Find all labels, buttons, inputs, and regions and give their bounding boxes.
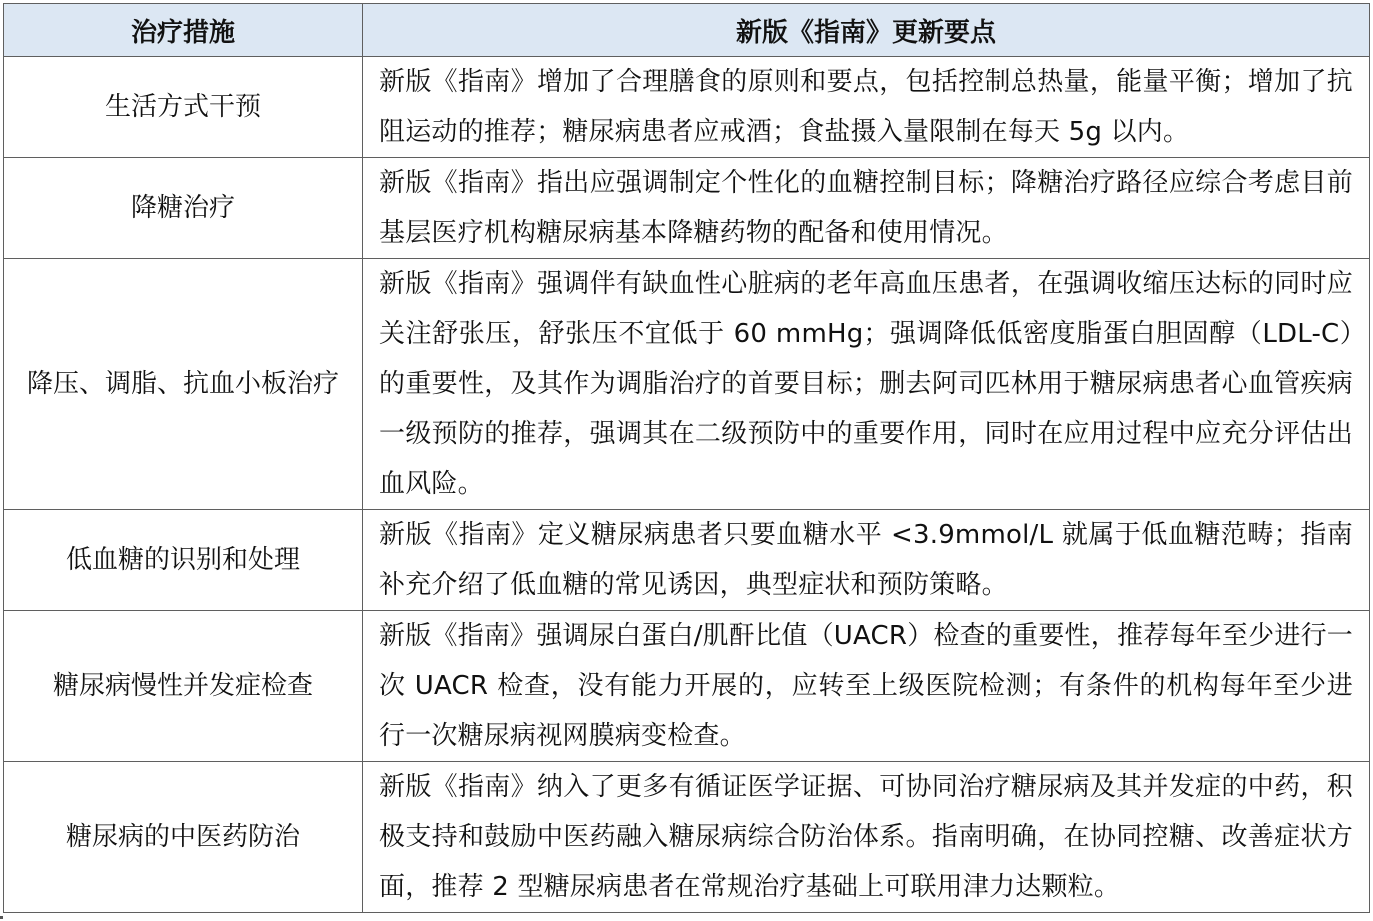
table-row <box>4 611 1370 762</box>
measure-cell: 低血糖的识别和处理 <box>4 510 363 611</box>
update-points-cell: 新版《指南》纳入了更多有循证医学证据、可协同治疗糖尿病及其并发症的中药，积极支持和鼓励中医药融入糖尿病综合防治体系。指南明确，在协同控糖、改善症状方面，推荐 2 型糖尿病患者在常规治疗基础上可联用津力达颗粒。 <box>363 762 1370 913</box>
measure-cell: 生活方式干预 <box>4 57 363 158</box>
update-points-cell: 新版《指南》增加了合理膳食的原则和要点，包括控制总热量，能量平衡；增加了抗阻运动的推荐；糖尿病患者应戒酒；食盐摄入量限制在每天 5g 以内。 <box>363 57 1370 158</box>
table-row <box>4 510 1370 611</box>
update-points-cell: 新版《指南》指出应强调制定个性化的血糖控制目标；降糖治疗路径应综合考虑目前基层医疗机构糖尿病基本降糖药物的配备和使用情况。 <box>363 158 1370 259</box>
measure-cell: 降压、调脂、抗血小板治疗 <box>4 259 363 510</box>
measure-cell: 糖尿病的中医药防治 <box>4 762 363 913</box>
table-row <box>4 57 1370 158</box>
table-body <box>4 57 1370 913</box>
update-points-cell: 新版《指南》强调伴有缺血性心脏病的老年高血压患者，在强调收缩压达标的同时应关注舒张压，舒张压不宜低于 60 mmHg；强调降低低密度脂蛋白胆固醇（LDL-C）的重要性，及其作为调脂治疗的首要目标；删去阿司匹林用于糖尿病患者心血管疾病一级预防的推荐，强调其在二级预防中的重要作用，同时在应用过程中应充分评估出血风险。 <box>363 259 1370 510</box>
measure-cell: 降糖治疗 <box>4 158 363 259</box>
table-row <box>4 158 1370 259</box>
header-measure: 治疗措施 <box>4 4 363 57</box>
update-points-cell: 新版《指南》强调尿白蛋白/肌酐比值（UACR）检查的重要性，推荐每年至少进行一次 UACR 检查，没有能力开展的，应转至上级医院检测；有条件的机构每年至少进行一次糖尿病视网膜病变检查。 <box>363 611 1370 762</box>
update-points-cell: 新版《指南》定义糖尿病患者只要血糖水平 <3.9mmol/L 就属于低血糖范畴；指南补充介绍了低血糖的常见诱因，典型症状和预防策略。 <box>363 510 1370 611</box>
header-update-points: 新版《指南》更新要点 <box>363 4 1370 57</box>
guideline-update-table <box>3 3 1370 913</box>
table-row <box>4 762 1370 913</box>
measure-cell: 糖尿病慢性并发症检查 <box>4 611 363 762</box>
table-header <box>4 4 1370 57</box>
table-row <box>4 259 1370 510</box>
text-cursor-mark <box>0 916 3 919</box>
